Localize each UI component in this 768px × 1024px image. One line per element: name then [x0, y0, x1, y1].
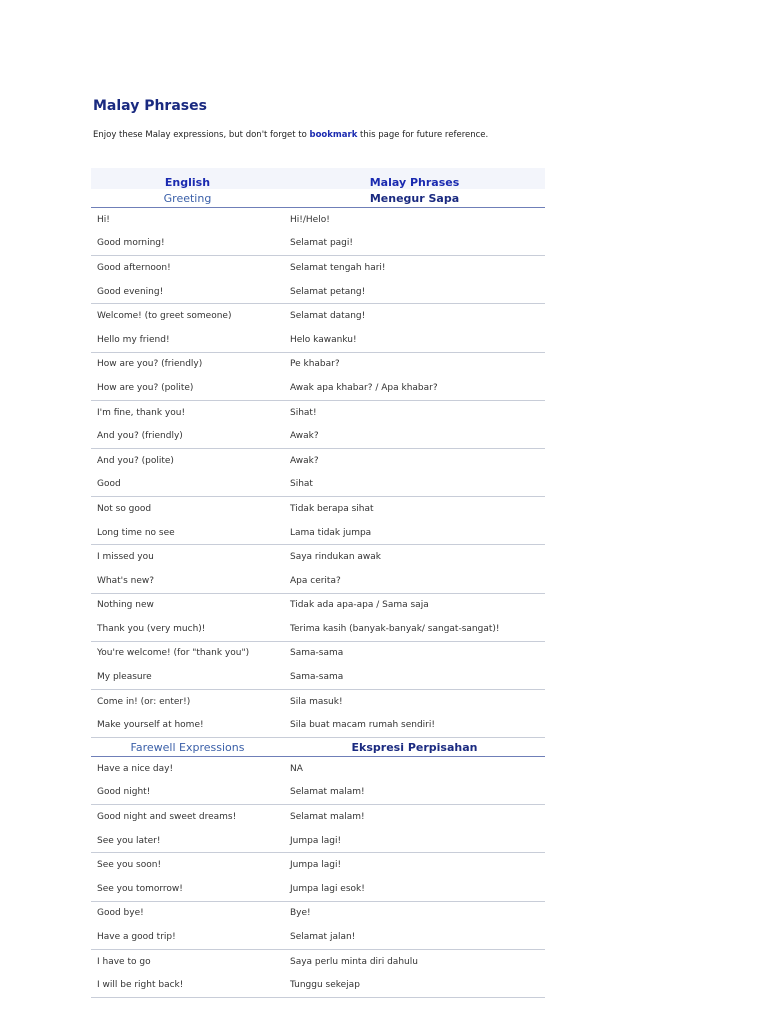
- table-row: [91, 521, 545, 545]
- table-row: [91, 448, 545, 472]
- malay-phrase: Lama tidak jumpa: [284, 521, 545, 545]
- english-phrase: See you later!: [91, 829, 284, 853]
- table-row: [91, 853, 545, 877]
- english-phrase: Good bye!: [97, 908, 144, 919]
- malay-phrase: Sihat!: [290, 407, 317, 418]
- intro-before: Enjoy these Malay expressions, but don't forget to: [93, 130, 310, 140]
- table-row: [91, 569, 545, 593]
- english-phrase: Thank you (very much)!: [91, 617, 284, 641]
- malay-phrase: Awak?: [284, 424, 545, 448]
- section-title-english: Farewell Expressions: [91, 738, 284, 757]
- table-row: [91, 304, 545, 328]
- malay-phrase: Selamat malam!: [290, 812, 365, 823]
- english-phrase: Long time no see: [91, 521, 284, 545]
- page-title: Malay Phrases: [93, 98, 207, 114]
- bookmark-link[interactable]: bookmark: [309, 130, 358, 140]
- section-title-english: Greeting: [91, 189, 284, 208]
- english-phrase: I have to go: [97, 956, 151, 967]
- malay-phrase: Terima kasih (banyak-banyak/ sangat-sangat)!: [284, 617, 545, 641]
- english-phrase: Good afternoon!: [97, 262, 171, 273]
- english-phrase: What's new?: [91, 569, 284, 593]
- english-phrase: How are you? (polite): [91, 376, 284, 400]
- malay-phrase: Sila masuk!: [290, 696, 343, 707]
- section-title-malay: Menegur Sapa: [284, 189, 545, 208]
- english-phrase: And you? (friendly): [91, 424, 284, 448]
- english-phrase: Come in! (or: enter!): [97, 696, 191, 707]
- english-phrase: Have a nice day!: [97, 763, 174, 774]
- malay-phrase: Selamat pagi!: [284, 232, 545, 256]
- table-row: [91, 473, 545, 497]
- table-row: [91, 805, 545, 829]
- table-row: [91, 641, 545, 665]
- table-row: [91, 328, 545, 352]
- malay-phrase: Helo kawanku!: [284, 328, 545, 352]
- section-title-malay: Ekspresi Perpisahan: [284, 738, 545, 757]
- phrases-body: [91, 189, 545, 998]
- english-phrase: Nothing new: [97, 600, 154, 611]
- malay-phrase: NA: [290, 763, 303, 774]
- english-phrase: Good night and sweet dreams!: [97, 812, 237, 823]
- section-header-row: [91, 738, 545, 757]
- english-phrase: Not so good: [97, 503, 152, 514]
- table-row: [91, 497, 545, 521]
- english-phrase: Welcome! (to greet someone): [97, 311, 232, 322]
- column-header-english: English: [91, 168, 284, 189]
- table-row: [91, 665, 545, 689]
- malay-phrase: Jumpa lagi esok!: [284, 877, 545, 901]
- table-row: [91, 949, 545, 973]
- english-phrase: Good evening!: [91, 280, 284, 304]
- table-row: [91, 757, 545, 781]
- intro-after: this page for future reference.: [357, 130, 489, 140]
- english-phrase: Good: [91, 473, 284, 497]
- table-row: [91, 400, 545, 424]
- phrases-table: [91, 168, 545, 998]
- malay-phrase: Sama-sama: [290, 648, 344, 659]
- malay-phrase: Awak apa khabar? / Apa khabar?: [284, 376, 545, 400]
- table-row: [91, 376, 545, 400]
- column-header-row: [91, 168, 545, 189]
- malay-phrase: Selamat datang!: [290, 311, 366, 322]
- malay-phrase: Saya rindukan awak: [290, 552, 381, 563]
- table-row: [91, 280, 545, 304]
- table-row: [91, 713, 545, 737]
- malay-phrase: Bye!: [290, 908, 311, 919]
- english-phrase: Make yourself at home!: [91, 713, 284, 737]
- english-phrase: My pleasure: [91, 665, 284, 689]
- english-phrase: Hello my friend!: [91, 328, 284, 352]
- english-phrase: I'm fine, thank you!: [97, 407, 186, 418]
- section-header-row: [91, 189, 545, 208]
- english-phrase: And you? (polite): [97, 455, 174, 466]
- table-row: [91, 208, 545, 232]
- table-row: [91, 781, 545, 805]
- english-phrase: Have a good trip!: [91, 925, 284, 949]
- table-row: [91, 352, 545, 376]
- malay-phrase: Jumpa lagi!: [284, 829, 545, 853]
- table-row: [91, 593, 545, 617]
- table-row: [91, 829, 545, 853]
- english-phrase: I missed you: [97, 552, 154, 563]
- table-row: [91, 925, 545, 949]
- malay-phrase: Selamat malam!: [284, 781, 545, 805]
- english-phrase: I will be right back!: [91, 973, 284, 997]
- english-phrase: See you soon!: [97, 860, 162, 871]
- malay-phrase: Tidak ada apa-apa / Sama saja: [290, 600, 429, 611]
- malay-phrase: Jumpa lagi!: [290, 860, 342, 871]
- english-phrase: Good morning!: [91, 232, 284, 256]
- malay-phrase: Pe khabar?: [290, 359, 340, 370]
- malay-phrase: Saya perlu minta diri dahulu: [290, 956, 418, 967]
- table-row: [91, 617, 545, 641]
- malay-phrase: Tidak berapa sihat: [290, 503, 374, 514]
- table-row: [91, 232, 545, 256]
- table-row: [91, 689, 545, 713]
- table-row: [91, 424, 545, 448]
- table-row: [91, 877, 545, 901]
- malay-phrase: Tunggu sekejap: [284, 973, 545, 997]
- table-row: [91, 545, 545, 569]
- malay-phrase: Selamat tengah hari!: [290, 262, 386, 273]
- malay-phrase: Selamat jalan!: [284, 925, 545, 949]
- malay-phrase: Sama-sama: [284, 665, 545, 689]
- table-row: [91, 901, 545, 925]
- malay-phrase: Hi!/Helo!: [290, 214, 330, 225]
- table-row: [91, 973, 545, 997]
- english-phrase: Good night!: [91, 781, 284, 805]
- column-header-malay: Malay Phrases: [284, 168, 545, 189]
- table-row: [91, 256, 545, 280]
- english-phrase: See you tomorrow!: [91, 877, 284, 901]
- malay-phrase: Awak?: [290, 455, 319, 466]
- english-phrase: How are you? (friendly): [97, 359, 203, 370]
- malay-phrase: Apa cerita?: [284, 569, 545, 593]
- intro-text: [93, 130, 488, 140]
- malay-phrase: Sihat: [284, 473, 545, 497]
- english-phrase: Hi!: [97, 214, 110, 225]
- malay-phrase: Sila buat macam rumah sendiri!: [284, 713, 545, 737]
- english-phrase: You're welcome! (for "thank you"): [97, 648, 250, 659]
- malay-phrase: Selamat petang!: [284, 280, 545, 304]
